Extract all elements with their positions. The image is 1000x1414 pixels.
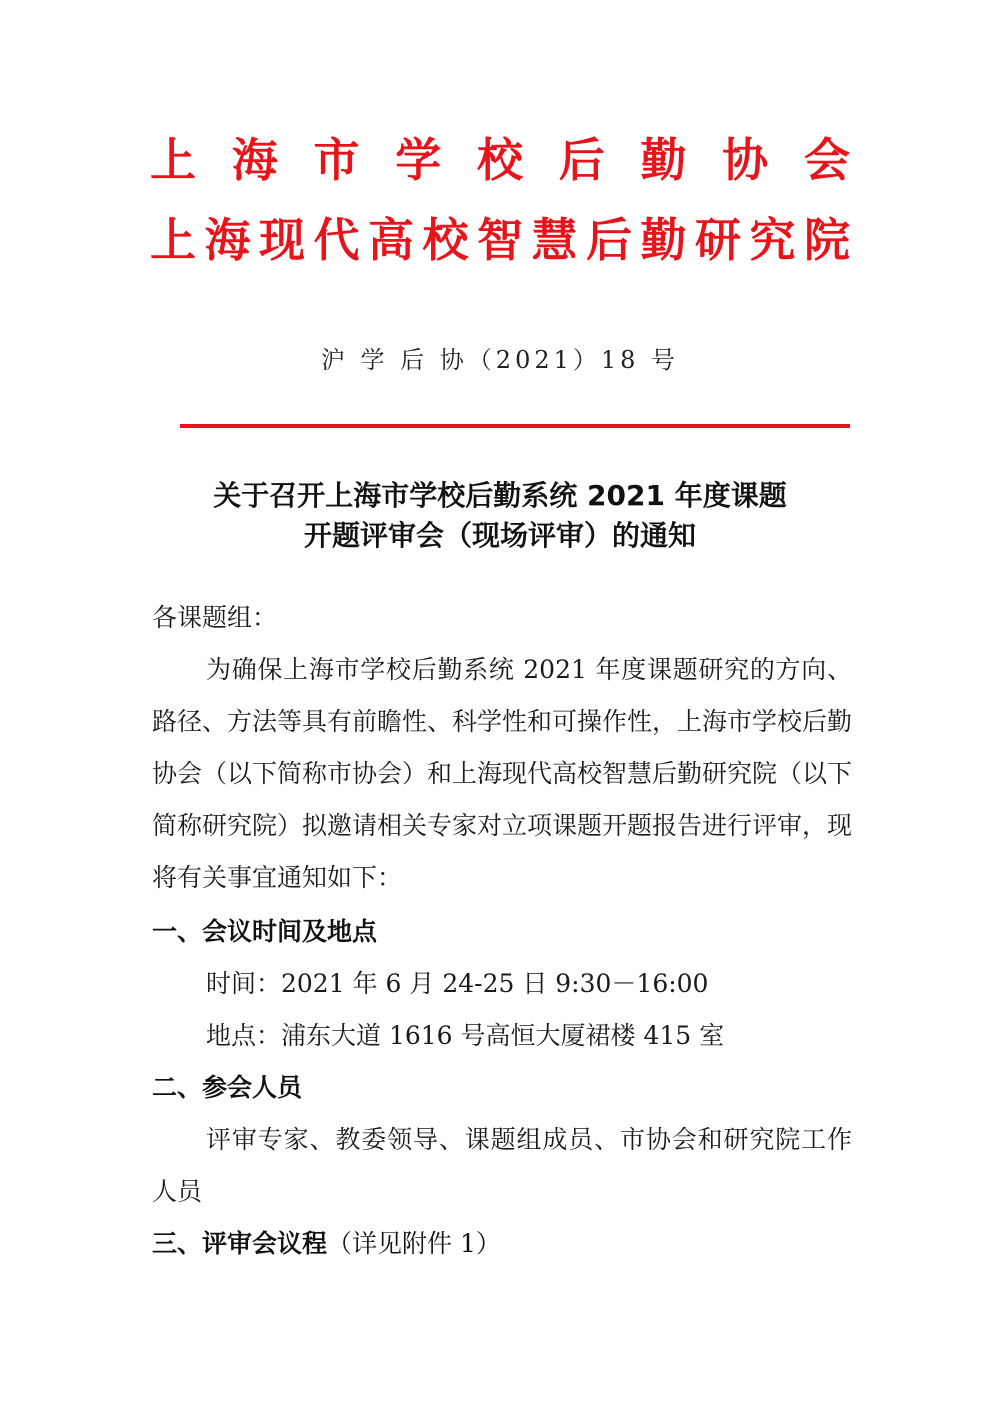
org1-char: 学 (395, 133, 442, 187)
org1-char: 校 (477, 133, 523, 187)
intro-paragraph: 为确保上海市学校后勤系统 2021 年度课题研究的方向、路径、方法等具有前瞻性、科学性和可操作性，上海市学校后勤协会（以下简称市协会）和上海现代高校智慧后勤研究院（以下简称研究院）拟邀请相关专家对立项课题开题报告进行评审，现将有关事宜通知如下： (152, 655, 853, 892)
org2-char: 校 (422, 213, 469, 267)
org2-char: 后 (586, 213, 632, 267)
attendees-paragraph: 评审专家、教委领导、课题组成员、市协会和研究院工作人员 (152, 1125, 852, 1206)
org1-char: 上 (150, 133, 196, 187)
org2-char: 海 (204, 213, 251, 267)
section2-heading: 二、参会人员 (152, 1073, 303, 1102)
meeting-place: 地点：浦东大道 1616 号高恒大厦裙楼 415 室 (206, 1021, 725, 1050)
org1-char: 会 (804, 133, 850, 187)
notice-title-line1: 关于召开上海市学校后勤系统 2021 年度课题 (213, 479, 787, 512)
org1-char: 勤 (640, 133, 687, 187)
org2-char: 研 (695, 213, 741, 267)
section3-heading (152, 1218, 852, 1270)
notice-title-line2: 开题评审会（现场评审）的通知 (303, 519, 696, 552)
section3-note: （详见附件 1） (327, 1229, 501, 1258)
org2-char: 高 (368, 213, 414, 267)
org1-char: 协 (722, 133, 769, 187)
org2-char: 院 (804, 213, 850, 267)
org2-char: 现 (259, 213, 305, 267)
org2-char: 勤 (640, 213, 687, 267)
meeting-time: 时间：2021 年 6 月 24-25 日 9:30－16:00 (206, 969, 709, 998)
section3-heading-text: 三、评审会议程 (152, 1229, 328, 1258)
section1-heading: 一、会议时间及地点 (152, 917, 378, 946)
org1-char: 市 (313, 133, 360, 187)
org2-char: 上 (150, 213, 196, 267)
salutation: 各课题组： (152, 603, 278, 632)
document-number: 沪 学 后 协（2021）18 号 (320, 346, 680, 374)
org1-char: 后 (558, 133, 605, 187)
org2-char: 代 (313, 213, 360, 267)
org2-char: 慧 (531, 213, 578, 267)
org2-char: 智 (477, 213, 523, 267)
org-name-association (150, 132, 850, 188)
org-name-institute (150, 212, 850, 268)
org1-char: 海 (231, 133, 278, 187)
org2-char: 究 (749, 213, 796, 267)
red-divider-line (180, 424, 850, 428)
